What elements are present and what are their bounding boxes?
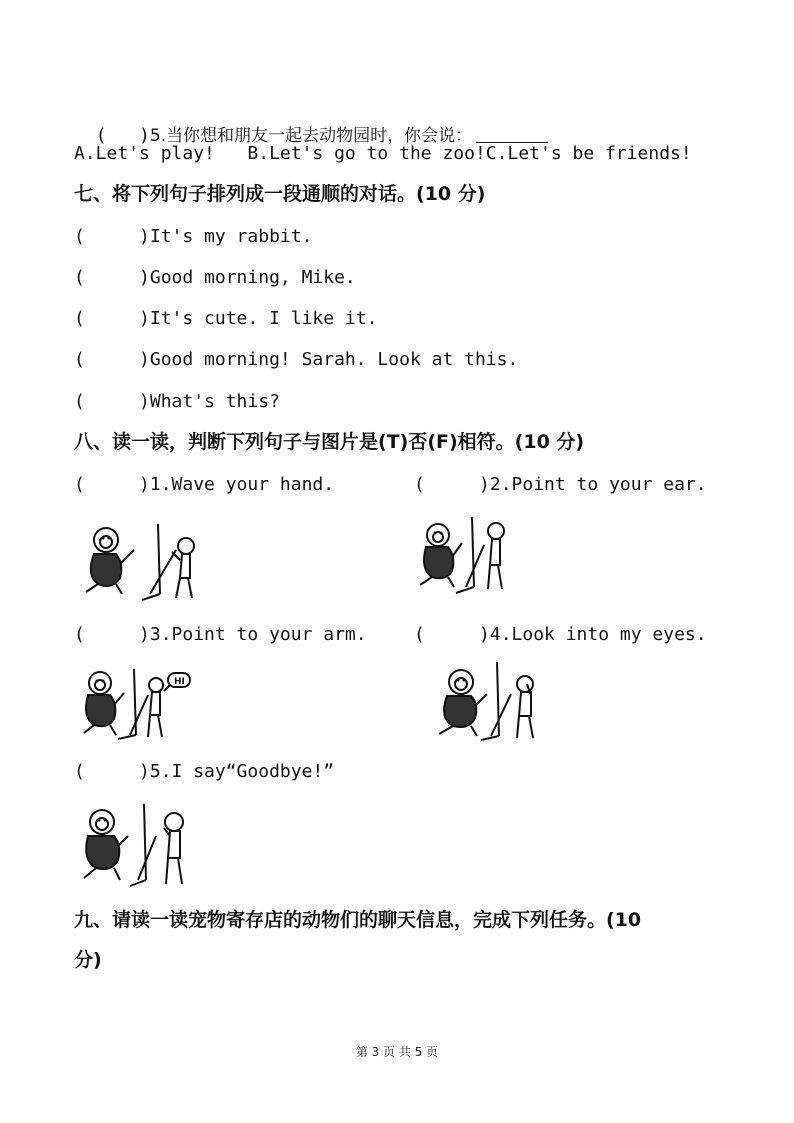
page-footer: 第 3 页 共 5 页: [355, 1045, 439, 1059]
dialogue-item[interactable]: ( )What's this?: [74, 391, 280, 412]
monkey-boy-picture-1: [76, 520, 206, 602]
section-9-heading-cont: 分): [74, 949, 102, 971]
monkey-boy-picture-3: [76, 665, 196, 741]
question-text: 5.当你想和朋友一起去动物园时，你会说：: [149, 126, 473, 146]
question-5: [74, 100, 548, 148]
section-9-heading: 九、请读一读宠物寄存店的动物们的聊天信息，完成下列任务。(10: [74, 909, 642, 931]
monkey-boy-picture-5: [76, 800, 196, 888]
monkey-boy-picture-2: [410, 515, 520, 595]
tf-item-3[interactable]: ( )3.Point to your arm.: [74, 624, 367, 645]
question-5-options: A.Let's play! B.Let's go to the zoo!C.Let's be friends!: [74, 143, 692, 164]
tf-item-4[interactable]: ( )4.Look into my eyes.: [414, 624, 707, 645]
answer-blank[interactable]: [476, 126, 548, 143]
answer-paren[interactable]: ( ): [95, 125, 150, 146]
section-8-heading: 八、读一读，判断下列句子与图片是(T)否(F)相符。(10 分): [74, 431, 585, 453]
tf-item-2[interactable]: ( )2.Point to your ear.: [414, 474, 707, 495]
speech-bubble-text: HI: [174, 677, 185, 687]
dialogue-item[interactable]: ( )It's my rabbit.: [74, 226, 313, 247]
section-7-heading: 七、将下列句子排列成一段通顺的对话。(10 分): [74, 183, 486, 205]
dialogue-item[interactable]: ( )Good morning, Mike.: [74, 267, 356, 288]
monkey-boy-picture-4: [425, 660, 555, 742]
tf-item-1[interactable]: ( )1.Wave your hand.: [74, 474, 335, 495]
tf-item-5[interactable]: ( )5.I say“Goodbye!”: [74, 761, 335, 782]
dialogue-item[interactable]: ( )It's cute. I like it.: [74, 308, 378, 329]
dialogue-item[interactable]: ( )Good morning! Sarah. Look at this.: [74, 349, 519, 370]
